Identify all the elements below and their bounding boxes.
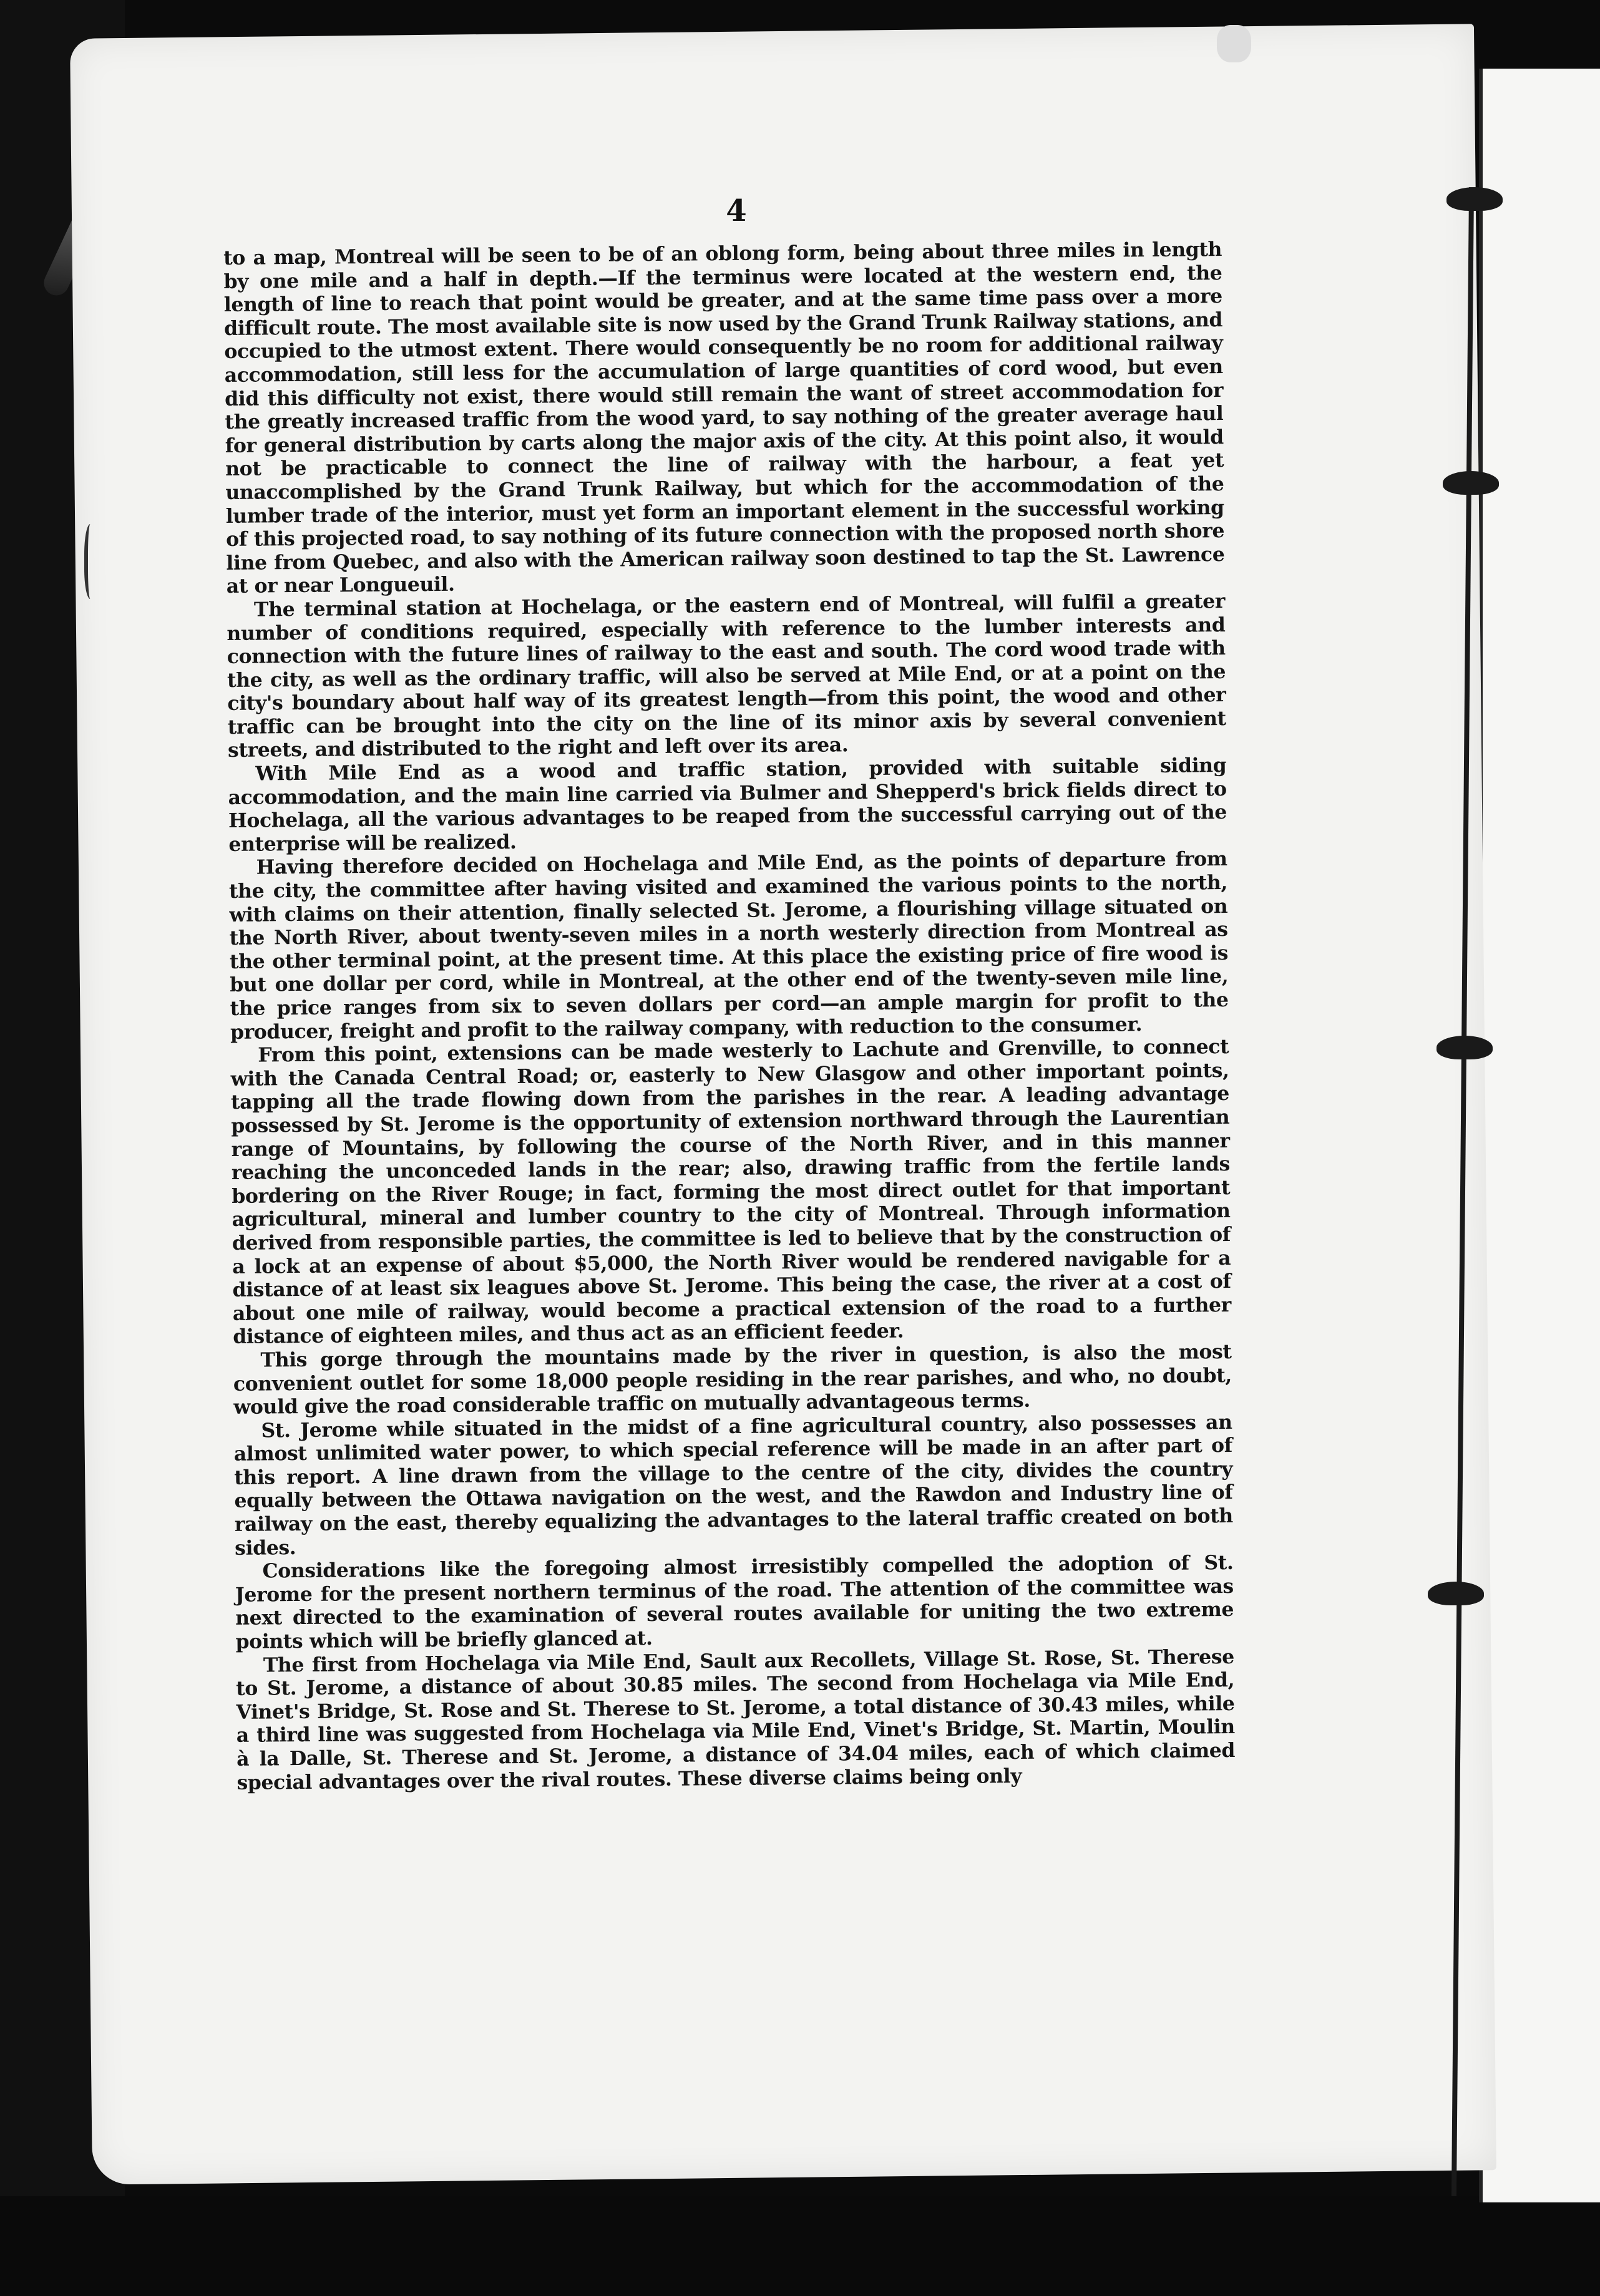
paragraph: Considerations like the foregoing almost irresistibly compelled the adoption of St. Jerome for the present northern terminus of the road. The attention of the committee was next directed to the examination of several routes available for uniting the two extreme points which will be briefly glanced at. bbox=[235, 1551, 1234, 1653]
paragraph: This gorge through the mountains made by the river in question, is also the most convenient outlet for some 18,000 people residing in the rear parishes, and who, no doubt, would give the road considerable traffic on mutually advantageous terms. bbox=[233, 1340, 1232, 1419]
binding-clip bbox=[1428, 1582, 1484, 1605]
scan-speck bbox=[1217, 25, 1251, 62]
paragraph: to a map, Montreal will be seen to be of an oblong form, being about three miles in length by one mile and a half in depth.—If the terminus were located at the western end, the length of line to reach that point would be greater, and at the same time pass over a more difficult route. The most available site is now used by the Grand Trunk Railway stations, and occupied to the utmost extent. There would consequently be no room for additional railway accommodation, still less for the accumulation of large quantities of cord wood, but even did this difficulty not exist, there would still remain the want of street accommodation for the greatly increased traffic from the wood yard, to say nothing of the greater average haul for general distribution by carts along the major axis of the city. At this point also, it would not be practicable to connect the line of railway with the harbour, a feat yet unaccomplished by the Grand Trunk Railway, but which for the accommodation of the lumber trade of the interior, must yet form an important element in the successful working of this projected road, to say nothing of its future connection with the proposed north shore line from Quebec, and also with the American railway soon destined to tap the St. Lawrence at or near Longueuil. bbox=[223, 238, 1225, 598]
paragraph: The terminal station at Hochelaga, or the eastern end of Montreal, will fulfil a greater number of conditions required, especially with reference to the lumber interests and connection with the future lines of railway to the east and south. The cord wood trade with the city, as well as the ordinary traffic, will also be served at Mile End, or at a point on the city's boundary about half way of its greatest length—from this point, the wood and other traffic can be brought into the city on the line of its minor axis by several convenient streets, and distributed to the right and left over its area. bbox=[227, 589, 1226, 762]
page-number: 4 bbox=[726, 193, 747, 228]
binding-clip bbox=[1437, 1036, 1493, 1059]
paragraph: Having therefore decided on Hochelaga and Mile End, as the points of departure from the city, the committee after having visited and examined the various points to the north, with claims on their attention, finally selected St. Jerome, a flourishing village situated on the North River, about twenty-seven miles in a north westerly direction from Montreal as the other terminal point, at the present time. At this place the existing price of fire wood is but one dollar per cord, while in Montreal, at the other end of the twenty-seven mile line, the price ranges from six to seven dollars per cord—an ample margin for profit to the producer, freight and profit to the railway company, with reduction to the consumer. bbox=[228, 847, 1229, 1044]
margin-mark bbox=[84, 524, 99, 599]
paragraph: The first from Hochelaga via Mile End, Sault aux Recollets, Village St. Rose, St. Therese to St. Jerome, a distance of about 30.85 miles. The second from Hochelaga via Mile End, Vinet's Bridge, St. Rose and St. Therese to St. Jerome, a total distance of 30.43 miles, while a third line was suggested from Hochelaga via Mile End, Vinet's Bridge, St. Martin, Moulin à la Dalle, St. Therese and St. Jerome, a distance of 34.04 miles, each of which claimed special advantages over the rival routes. These diverse claims being only bbox=[236, 1645, 1236, 1794]
body-text bbox=[223, 238, 1236, 1794]
paragraph: St. Jerome while situated in the midst of a fine agricultural country, also possesses an almost unlimited water power, to which special reference will be made in an after part of this report. A line drawn from the village to the centre of the city, divides the country equally between the Ottawa navigation on the west, and the Rawdon and Industry line of railway on the east, thereby equalizing the advantages to the lateral traffic created on both sides. bbox=[233, 1410, 1233, 1560]
paragraph: With Mile End as a wood and traffic station, provided with suitable siding accommodation, and the main line carried via Bulmer and Shepperd's brick fields direct to Hochelaga, all the various advantages to be reaped from the successful carrying out of the enterprise will be realized. bbox=[228, 754, 1227, 856]
binding-clip bbox=[1446, 187, 1503, 211]
binding-clip bbox=[1443, 471, 1499, 495]
facing-page-edge bbox=[1479, 69, 1600, 2202]
paragraph: From this point, extensions can be made westerly to Lachute and Grenville, to connect with the Canada Central Road; or, easterly to New Glasgow and other important points, tapping all the trade flowing down from the parishes in the rear. A leading advantage possessed by St. Jerome is the opportunity of extension northward through the Laurentian range of Mountains, by following the course of the North River, and in this manner reaching the unconceded lands in the rear; also, drawing traffic from the fertile lands bordering on the River Rouge; in fact, forming the most direct outlet for that important agricultural, mineral and lumber country to the city of Montreal. Through information derived from responsible parties, the committee is led to believe that by the construction of a lock at an expense of about $5,000, the North River would be rendered navigable for a distance of at least six leagues above St. Jerome. This being the case, the river at a cost of about one mile of railway, would become a practical extension of the road to a further distance of eighteen miles, and thus act as an efficient feeder. bbox=[230, 1035, 1232, 1349]
scan-background-bottom bbox=[0, 2196, 1600, 2296]
